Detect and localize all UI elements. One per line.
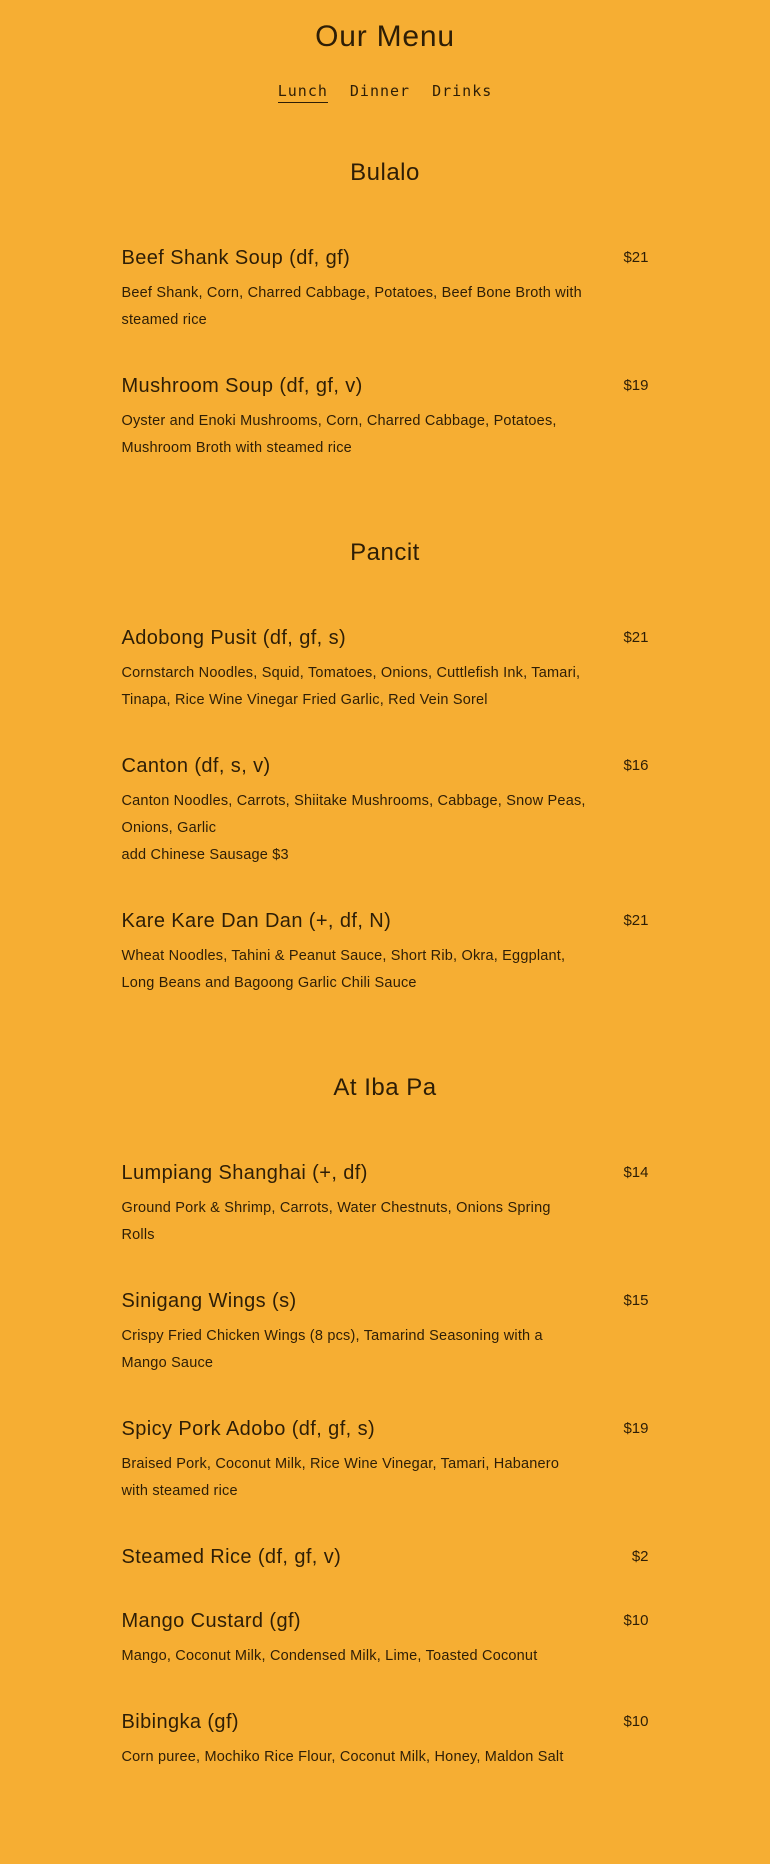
section-title: Bulalo <box>350 159 420 186</box>
section-title: Pancit <box>350 539 420 566</box>
item-description: Wheat Noodles, Tahini & Peanut Sauce, Short Rib, Okra, Eggplant, Long Beans and Bagoong Garlic Chili Sauce <box>121 948 566 991</box>
item-description: Ground Pork & Shrimp, Carrots, Water Chestnuts, Onions Spring Rolls <box>121 1200 551 1243</box>
menu-tabs <box>0 82 770 103</box>
menu-item <box>122 1417 649 1505</box>
section-at-iba-pa <box>122 1073 649 1771</box>
tab-drinks[interactable]: Drinks <box>432 82 493 100</box>
item-title: Spicy Pork Adobo (df, gf, s) <box>121 1418 376 1440</box>
item-price: $21 <box>623 629 649 646</box>
menu-item <box>122 909 649 997</box>
item-description: Beef Shank, Corn, Charred Cabbage, Potatoes, Beef Bone Broth with steamed rice <box>121 285 582 328</box>
item-title: Adobong Pusit (df, gf, s) <box>121 627 347 649</box>
item-price: $10 <box>623 1612 649 1629</box>
item-description: Braised Pork, Coconut Milk, Rice Wine Vinegar, Tamari, Habanero with steamed rice <box>121 1456 560 1499</box>
item-price: $19 <box>623 1420 649 1437</box>
item-price: $10 <box>623 1713 649 1730</box>
menu-content <box>122 158 649 1771</box>
section-pancit <box>122 538 649 997</box>
item-description: Canton Noodles, Carrots, Shiitake Mushrooms, Cabbage, Snow Peas, Onions, Garlic <box>121 793 586 836</box>
item-title: Kare Kare Dan Dan (+, df, N) <box>121 910 392 932</box>
tab-dinner[interactable]: Dinner <box>349 82 411 100</box>
menu-item <box>122 1545 649 1569</box>
item-description: Corn puree, Mochiko Rice Flour, Coconut Milk, Honey, Maldon Salt <box>121 1749 564 1765</box>
item-description: Mango, Coconut Milk, Condensed Milk, Lime, Toasted Coconut <box>121 1648 538 1664</box>
item-price: $2 <box>631 1548 649 1565</box>
item-title: Beef Shank Soup (df, gf) <box>121 247 351 269</box>
page-title: Our Menu <box>315 20 455 53</box>
menu-item <box>122 1710 649 1771</box>
menu-item <box>122 1289 649 1377</box>
item-description: Cornstarch Noodles, Squid, Tomatoes, Onions, Cuttlefish Ink, Tamari, Tinapa, Rice Wine Vinegar Fried Garlic, Red Vein Sorel <box>121 665 581 708</box>
menu-item <box>122 1161 649 1249</box>
menu-item <box>122 754 649 869</box>
item-title: Bibingka (gf) <box>121 1711 239 1733</box>
item-price: $16 <box>623 757 649 774</box>
menu-item <box>122 246 649 334</box>
item-price: $21 <box>623 249 649 266</box>
item-title: Canton (df, s, v) <box>121 755 271 777</box>
item-description: Oyster and Enoki Mushrooms, Corn, Charred Cabbage, Potatoes, Mushroom Broth with steamed rice <box>121 413 557 456</box>
item-title: Mushroom Soup (df, gf, v) <box>121 375 363 397</box>
menu-item <box>122 626 649 714</box>
menu-item <box>122 1609 649 1670</box>
section-bulalo <box>122 158 649 462</box>
item-price: $21 <box>623 912 649 929</box>
item-price: $19 <box>623 377 649 394</box>
section-title: At Iba Pa <box>333 1074 437 1101</box>
item-title: Lumpiang Shanghai (+, df) <box>121 1162 368 1184</box>
item-addon-note: add Chinese Sausage $3 <box>121 847 289 863</box>
item-title: Mango Custard (gf) <box>121 1610 301 1632</box>
item-description: Crispy Fried Chicken Wings (8 pcs), Tamarind Seasoning with a Mango Sauce <box>121 1328 543 1371</box>
item-price: $14 <box>623 1164 649 1181</box>
item-price: $15 <box>623 1292 649 1309</box>
item-title: Steamed Rice (df, gf, v) <box>121 1546 342 1568</box>
menu-item <box>122 374 649 462</box>
tab-lunch[interactable]: Lunch <box>278 82 328 103</box>
item-title: Sinigang Wings (s) <box>121 1290 297 1312</box>
